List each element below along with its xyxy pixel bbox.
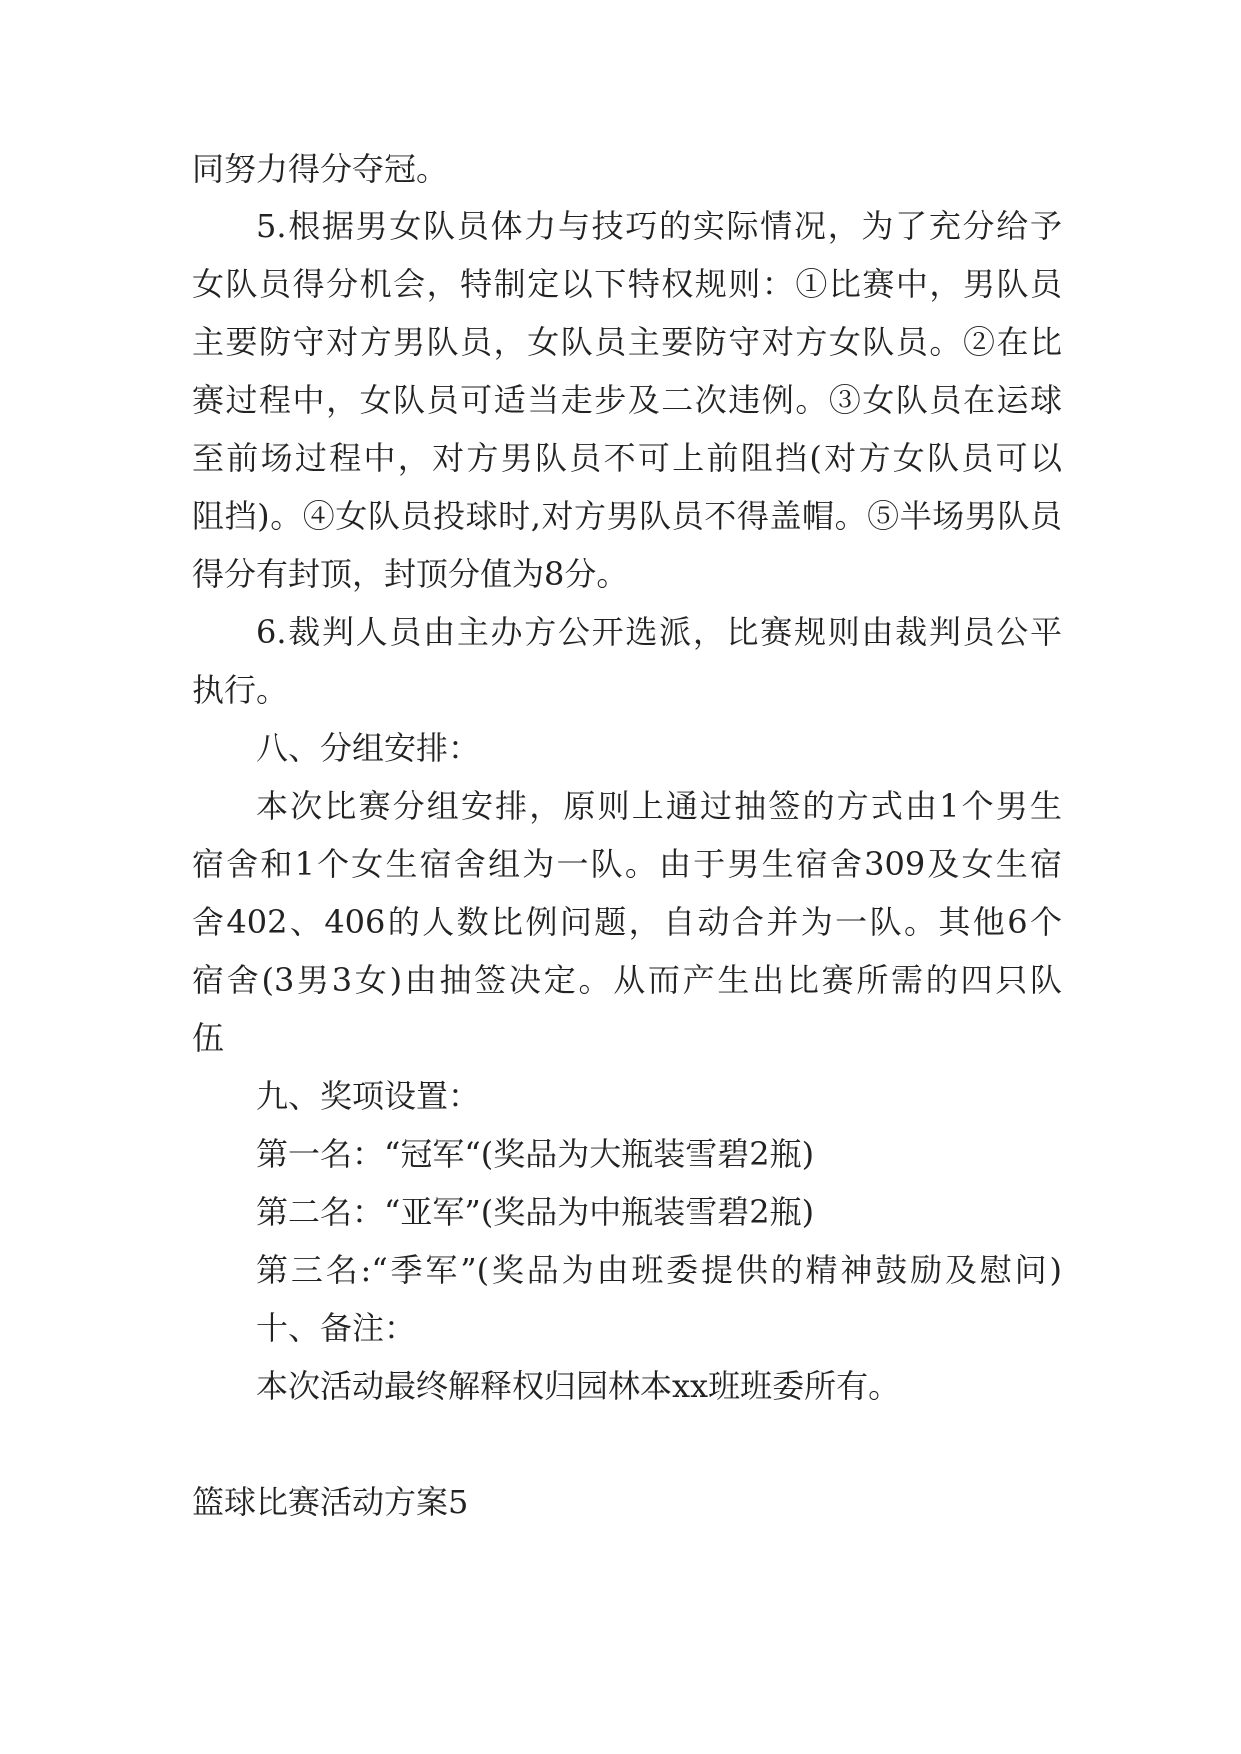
paragraph-line: 6.裁判人员由主办方公开选派，比赛规则由裁判员公平 bbox=[256, 613, 1062, 651]
section-heading: 八、分组安排： bbox=[256, 729, 481, 767]
paragraph-line: 同努力得分夺冠。 bbox=[192, 150, 449, 188]
paragraph-line: 伍 bbox=[192, 1019, 225, 1057]
paragraph-line: 本次活动最终解释权归园林本xx班班委所有。 bbox=[256, 1367, 901, 1405]
paragraph-line: 得分有封顶，封顶分值为8分。 bbox=[192, 555, 629, 593]
paragraph-line: 舍402、406的人数比例问题，自动合并为一队。其他6个 bbox=[192, 903, 1062, 941]
paragraph-line: 宿舍(3男3女)由抽签决定。从而产生出比赛所需的四只队 bbox=[192, 961, 1062, 999]
paragraph-line: 宿舍和1个女生宿舍组为一队。由于男生宿舍309及女生宿 bbox=[192, 845, 1062, 883]
award-line: 第三名:“季军”(奖品为由班委提供的精神鼓励及慰问) bbox=[256, 1251, 1062, 1289]
paragraph-line: 主要防守对方男队员，女队员主要防守对方女队员。②在比 bbox=[192, 323, 1062, 361]
section-heading: 九、奖项设置： bbox=[256, 1077, 481, 1115]
paragraph-line: 女队员得分机会，特制定以下特权规则：①比赛中，男队员 bbox=[192, 265, 1062, 303]
paragraph-line: 5.根据男女队员体力与技巧的实际情况，为了充分给予 bbox=[256, 207, 1062, 245]
paragraph-line: 至前场过程中，对方男队员不可上前阻挡(对方女队员可以 bbox=[192, 439, 1062, 477]
section-heading: 十、备注： bbox=[256, 1309, 417, 1347]
award-line: 第一名：“冠军“(奖品为大瓶装雪碧2瓶) bbox=[256, 1135, 815, 1173]
award-line: 第二名：“亚军”(奖品为中瓶装雪碧2瓶) bbox=[256, 1193, 815, 1231]
paragraph-line: 赛过程中，女队员可适当走步及二次违例。③女队员在运球 bbox=[192, 381, 1062, 419]
paragraph-line: 本次比赛分组安排，原则上通过抽签的方式由1个男生 bbox=[256, 787, 1062, 825]
paragraph-line: 执行。 bbox=[192, 671, 289, 709]
paragraph-line: 阻挡)。④女队员投球时,对方男队员不得盖帽。⑤半场男队员 bbox=[192, 497, 1062, 535]
document-title: 篮球比赛活动方案5 bbox=[192, 1483, 469, 1521]
